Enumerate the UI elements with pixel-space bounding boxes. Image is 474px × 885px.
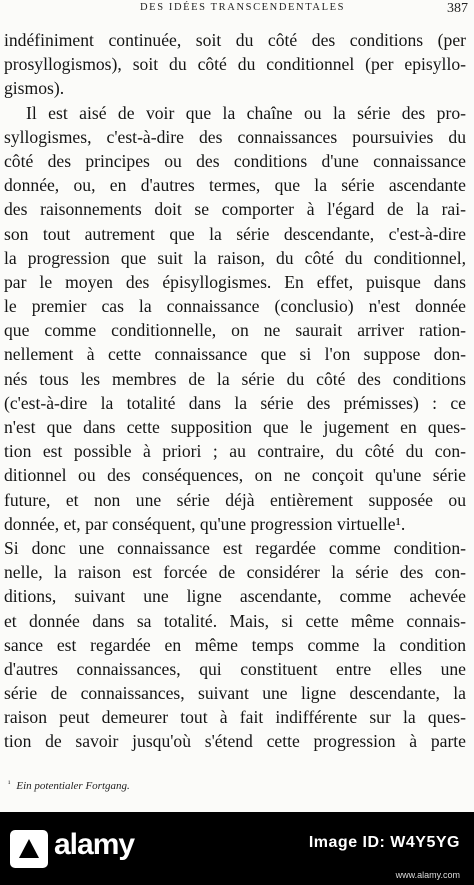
text-line: d'autres connaissances, qui constituent entre elles une [4,658,466,679]
text-line: nés tous les membres de la série du côté des conditions [4,368,466,389]
text-line: tion est possible à priori ; au contraire, du côté du con- [4,441,466,462]
text-line: ditions, suivant une ligne ascendante, comme achevée [4,586,466,607]
running-head-title: DES IDÉES TRANSCENDENTALES [140,2,346,13]
text-line: sance est regardée en même temps comme la condition [4,634,466,655]
text-line: que comme conditionnelle, on ne saurait arriver ration- [4,320,466,341]
text-line: (c'est-à-dire la totalité dans la série des prémisses) : ce [4,392,466,413]
text-line: donnée, et, par conséquent, qu'une progression virtuelle¹. [4,513,406,534]
body-text [4,28,466,754]
text-line: la progression que suit la raison, du côté du conditionnel, [4,247,466,268]
alamy-logo-text: alamy [54,828,135,861]
text-line: nelle, la raison est forcée de considérer la série des con- [4,562,466,583]
text-line: donnée, ou, en d'autres termes, que la série ascendante [4,175,466,196]
text-line: Si donc une connaissance est regardée comme condition- [4,537,466,558]
text-line: raison peut demeurer tout à fait indifférente sur la ques- [4,707,466,728]
text-line: par le moyen des épisyllogismes. En effet, puisque dans [4,271,466,292]
text-line: n'est que dans cette supposition que le jugement en ques- [4,417,466,437]
image-id [309,834,460,852]
text-line: des raisonnements doit se comporter à l'égard de la rai- [4,199,466,220]
text-line: son tout autrement que la série descendante, c'est-à-dire [4,223,466,244]
running-head [0,2,474,16]
text-line: ditionnel ou des conséquences, on ne conçoit qu'une série [4,465,466,486]
text-line: et donnée dans sa totalité. Mais, si cette même connais- [4,610,466,631]
text-line: syllogismes, c'est-à-dire des connaissances poursuivies du [4,126,466,147]
text-line: gismos). [4,78,65,99]
watermark-banner [0,812,474,885]
text-line: série de connaissances, suivant une ligne descendante, la [4,683,466,704]
text-line: nellement à cette connaissance que si l'on suppose don- [4,344,466,365]
text-line: future, et non une série déjà entièrement supposée ou [4,489,466,510]
text-line: tion de savoir jusqu'où s'étend cette progression à parte [4,731,466,752]
watermark-url: www.alamy.com [395,870,460,880]
footnote-marker: ¹ [8,779,11,788]
text-line: côté des principes ou des conditions d'une connaissance [4,150,466,171]
image-id-code: Image ID: W4Y5YG [308,834,460,851]
text-line: le premier cas la connaissance (conclusio) n'est donnée [4,296,466,317]
footnote-text: Ein potentialer Fortgang. [16,780,130,792]
text-line: prosyllogismos), soit du côté du conditionnel (per episyllo- [4,54,466,75]
text-line: Il est aisé de voir que la chaîne ou la série des pro- [26,102,466,123]
page-number: 387 [447,1,468,16]
footnote [8,779,130,792]
alamy-logo-icon [10,830,48,868]
text-line: indéfiniment continuée, soit du côté des conditions (per [4,30,466,50]
